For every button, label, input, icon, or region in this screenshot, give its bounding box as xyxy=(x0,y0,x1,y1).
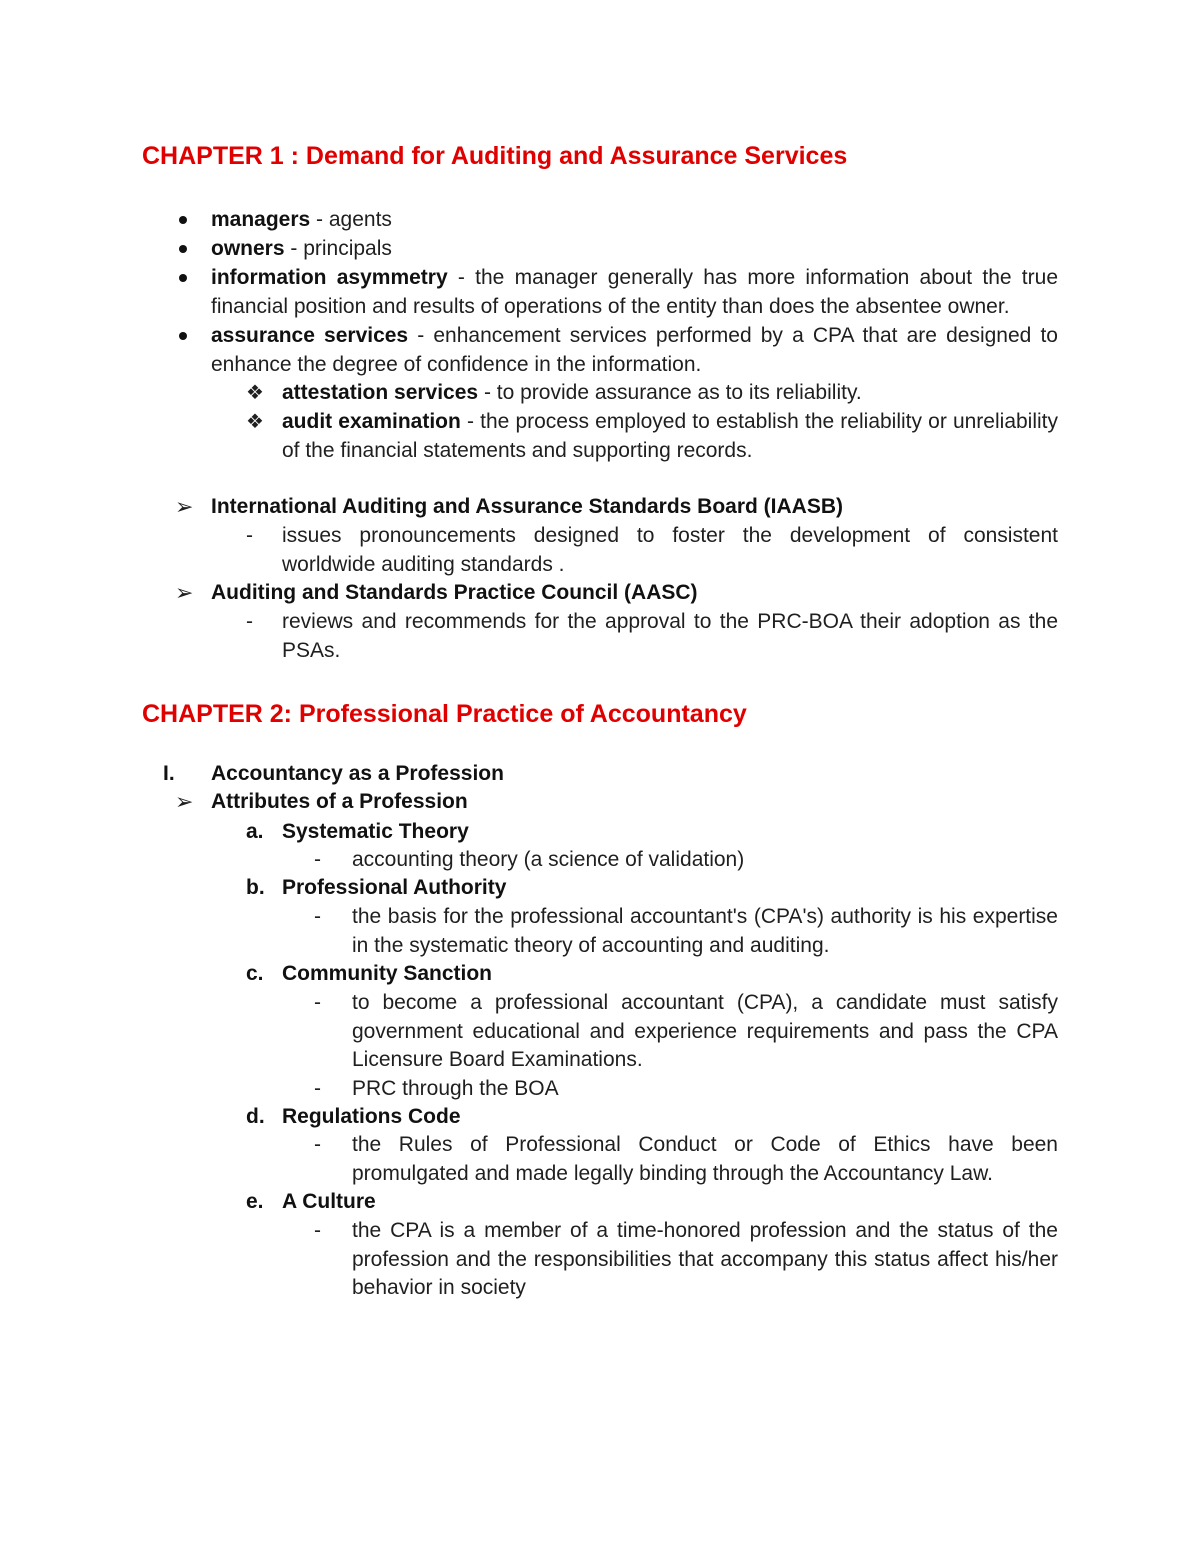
board-description: issues pronouncements designed to foster the development of consistent worldwide auditing standards . xyxy=(282,524,1058,576)
board-heading xyxy=(175,579,1058,608)
dash-marker: - xyxy=(314,1133,321,1156)
list-letter: b. xyxy=(246,876,265,899)
term: managers xyxy=(211,208,311,231)
bullet-icon xyxy=(179,332,187,340)
attribute-point: to become a professional accountant (CPA), a candidate must satisfy government educational and experience requirements and pass the CPA Licensure Board Examinations. xyxy=(352,991,1058,1072)
attribute-heading xyxy=(246,1188,1058,1217)
attribute-name: Community Sanction xyxy=(282,962,493,985)
bullet-icon xyxy=(179,245,187,253)
attribute-heading xyxy=(246,818,1058,847)
list-item xyxy=(314,989,1058,1075)
definition: - principals xyxy=(284,237,392,260)
dash-marker: - xyxy=(246,610,253,633)
dash-marker: - xyxy=(314,1219,321,1242)
list-item xyxy=(314,1131,1058,1188)
definition: - agents xyxy=(310,208,392,231)
list-item xyxy=(314,846,1058,875)
term: audit examination xyxy=(282,410,461,433)
list-item xyxy=(211,235,1058,264)
attribute-heading xyxy=(246,960,1058,989)
list-item xyxy=(246,522,1058,579)
attribute-point: the CPA is a member of a time-honored profession and the status of the profession and the responsibilities that accompany this status affect his/her behavior in society xyxy=(352,1219,1058,1300)
roman-numeral: I. xyxy=(163,762,175,785)
board-description: reviews and recommends for the approval to the PRC-BOA their adoption as the PSAs. xyxy=(282,610,1058,662)
list-item xyxy=(211,206,1058,235)
bullet-icon xyxy=(179,216,187,224)
list-letter: a. xyxy=(246,820,264,843)
dash-marker: - xyxy=(314,1077,321,1100)
term: owners xyxy=(211,237,285,260)
definition: - to provide assurance as to its reliability. xyxy=(478,381,862,404)
board-name: International Auditing and Assurance Standards Board (IAASB) xyxy=(211,495,844,518)
attribute-heading xyxy=(246,1103,1058,1132)
attribute-point: the basis for the professional accountant's (CPA's) authority is his expertise in the systematic theory of accounting and auditing. xyxy=(352,905,1058,957)
board-heading xyxy=(175,493,1058,522)
diamond-bullet-icon: ❖ xyxy=(246,411,264,433)
attribute-name: A Culture xyxy=(282,1190,376,1213)
definition: - enhancement services performed by a CPA that are designed to enhance the degree of confidence in the information. xyxy=(211,324,1058,376)
chapter-1-heading: CHAPTER 1 : Demand for Auditing and Assurance Services xyxy=(142,142,848,170)
arrow-bullet-icon: ➢ xyxy=(175,580,194,605)
definition: - the process employed to establish the reliability or unreliability of the financial statements and supporting records. xyxy=(282,410,1059,462)
list-item xyxy=(246,379,1058,408)
arrow-bullet-icon: ➢ xyxy=(175,789,194,814)
dash-marker: - xyxy=(314,991,321,1014)
attribute-point: PRC through the BOA xyxy=(352,1077,559,1100)
dash-marker: - xyxy=(314,905,321,928)
attribute-name: Systematic Theory xyxy=(282,820,469,843)
attribute-heading xyxy=(246,874,1058,903)
section-title: Accountancy as a Profession xyxy=(211,762,504,785)
attribute-name: Professional Authority xyxy=(282,876,507,899)
list-item xyxy=(211,264,1058,321)
section-heading xyxy=(163,760,1058,789)
list-letter: e. xyxy=(246,1190,264,1213)
definition: - the manager generally has more information about the true financial position and results of operations of the entity than does the absentee owner. xyxy=(211,266,1058,318)
list-letter: d. xyxy=(246,1105,265,1128)
dash-marker: - xyxy=(314,848,321,871)
bullet-icon xyxy=(179,274,187,282)
term: attestation services xyxy=(282,381,479,404)
diamond-bullet-icon: ❖ xyxy=(246,382,264,404)
list-item xyxy=(246,608,1058,665)
term: information asymmetry xyxy=(211,266,448,289)
list-item xyxy=(211,322,1058,379)
subsection-heading xyxy=(175,788,1058,817)
attribute-point: the Rules of Professional Conduct or Code of Ethics have been promulgated and made legally binding through the Accountancy Law. xyxy=(352,1133,1058,1185)
list-item xyxy=(314,1075,1058,1104)
term: assurance services xyxy=(211,324,409,347)
subsection-title: Attributes of a Profession xyxy=(211,790,468,813)
list-item xyxy=(314,903,1058,960)
list-item xyxy=(314,1217,1058,1303)
attribute-name: Regulations Code xyxy=(282,1105,461,1128)
attribute-point: accounting theory (a science of validation) xyxy=(352,848,745,871)
board-name: Auditing and Standards Practice Council (AASC) xyxy=(211,581,698,604)
list-item xyxy=(246,408,1059,465)
list-letter: c. xyxy=(246,962,264,985)
dash-marker: - xyxy=(246,524,253,547)
arrow-bullet-icon: ➢ xyxy=(175,494,194,519)
chapter-2-heading: CHAPTER 2: Professional Practice of Accountancy xyxy=(142,700,747,728)
